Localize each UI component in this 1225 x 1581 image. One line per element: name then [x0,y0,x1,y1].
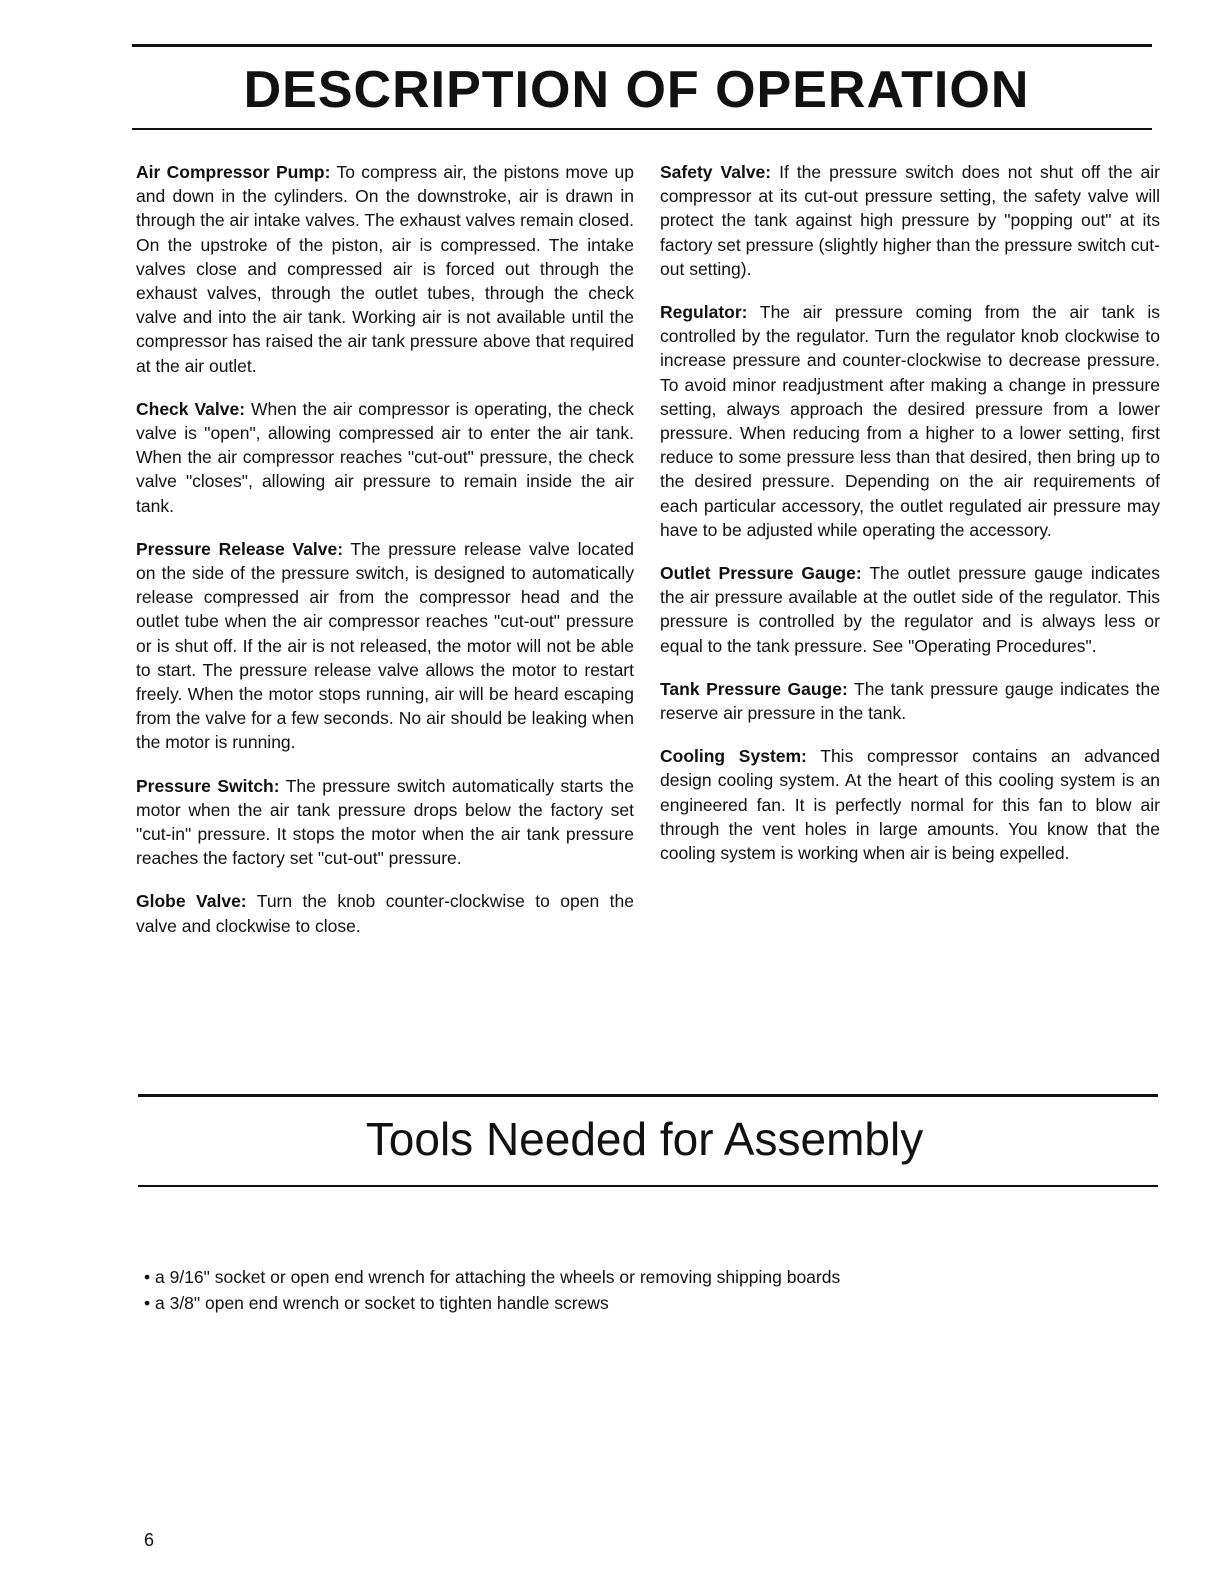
paragraph-safety-valve [660,160,1160,281]
left-column [136,160,634,957]
tools-section-title: Tools Needed for Assembly [365,1113,924,1165]
tools-underline-rule [138,1185,1158,1187]
paragraph-text: The outlet pressure gauge indicates the air pressure available at the outlet side of the regulator. This pressure is controlled by the regulator and is always less or equal to the tank pressure. See "Operating Procedures". [660,563,1160,656]
right-column [660,160,1160,884]
tools-list-item: • a 9/16" socket or open end wrench for attaching the wheels or removing shipping boards [144,1267,841,1287]
paragraph-tank-pressure-gauge [660,677,1160,725]
paragraph-outlet-pressure-gauge [660,561,1160,658]
term-label: Pressure Switch: [136,775,280,796]
paragraph-pressure-release-valve [136,537,634,755]
top-rule [132,44,1152,47]
term-label: Regulator: [660,302,748,323]
term-label: Air Compressor Pump: [136,162,331,182]
paragraph-text: Turn the knob counter-clockwise to open the valve and clockwise to close. [136,891,634,936]
term-label: Check Valve: [136,398,246,419]
paragraph-text: This compressor contains an advanced design cooling system. At the heart of this cooling system is an engineered fan. It is perfectly normal for this fan to blow air through the vent holes in large amounts. You know that the cooling system is working when air is being expelled. [660,746,1160,864]
term-label: Globe Valve: [136,891,247,912]
paragraph-text: The pressure switch automatically starts the motor when the air tank pressure drops below the factory set "cut-in" pressure. It stops the motor when the air tank pressure reaches the factory set "cut-out" pressure. [136,775,634,869]
term-label: Outlet Pressure Gauge: [660,563,862,584]
paragraph-text: If the pressure switch does not shut off the air compressor at its cut-out pressure setting, the safety valve will protect the tank against high pressure by "popping out" at its factory set pressure (slightly higher than the pressure switch cut-out setting). [660,162,1160,279]
term-label: Tank Pressure Gauge: [660,678,848,699]
paragraph-text: The pressure release valve located on the side of the pressure switch, is designed to automatically release compressed air from the compressor head and the outlet tube when the air compressor reaches "cut-out" pressure or is shut off. If the air is not released, the motor will not be able to start. The pressure release valve allows the motor to restart freely. When the motor stops running, air will be heard escaping from the valve for a few seconds. No air should be leaking when the motor is running. [136,538,634,753]
paragraph-air-compressor-pump [136,160,634,378]
paragraph-cooling-system [660,744,1160,865]
tools-list-item: • a 3/8" open end wrench or socket to tighten handle screws [144,1293,609,1313]
term-label: Pressure Release Valve: [136,538,344,559]
term-label: Cooling System: [660,746,807,767]
paragraph-text: To compress air, the pistons move up and down in the cylinders. On the downstroke, air is drawn in through the air intake valves. The exhaust valves remain closed. On the upstroke of the piston, air is compressed. The intake valves close and compressed air is forced out through the exhaust valves, through the outlet tubes, through the check valve and into the air tank. Working air is not available until the compressor has raised the air tank pressure above that required at the air outlet. [136,162,634,376]
paragraph-check-valve [136,397,634,518]
section-title: DESCRIPTION OF OPERATION [243,61,1030,119]
paragraph-globe-valve [136,889,634,937]
paragraph-regulator [660,300,1160,542]
term-label: Safety Valve: [660,162,772,182]
paragraph-text: When the air compressor is operating, the check valve is "open", allowing compressed air to enter the air tank. When the air compressor reaches "cut-out" pressure, the check valve "closes", allowing air pressure to remain inside the air tank. [136,398,634,516]
paragraph-pressure-switch [136,774,634,871]
paragraph-text: The air pressure coming from the air tank is controlled by the regulator. Turn the regulator knob clockwise to increase pressure and counter-clockwise to decrease pressure. To avoid minor readjustment after making a change in pressure setting, always approach the desired pressure from a lower pressure. When reducing from a higher to a lower setting, first reduce to some pressure less than that desired, then bring up to the desired pressure. Depending on the air requirements of each particular accessory, the outlet regulated air pressure may have to be adjusted while operating the accessory. [660,302,1160,540]
tools-top-rule [138,1094,1158,1097]
tools-list [144,1264,840,1316]
paragraph-text: The tank pressure gauge indicates the reserve air pressure in the tank. [660,678,1161,724]
page-number: 6 [144,1530,155,1550]
title-underline-rule [132,128,1152,130]
